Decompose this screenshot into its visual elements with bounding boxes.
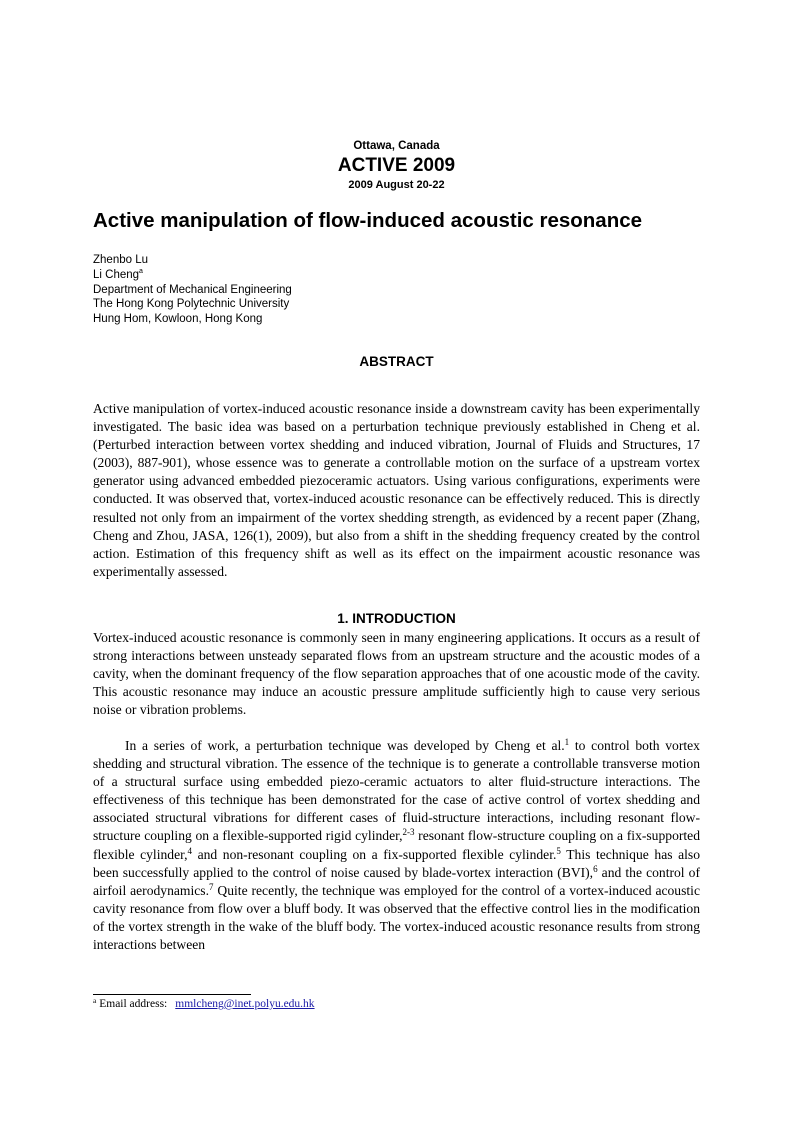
citation-ref: 5 xyxy=(556,845,561,856)
email-link[interactable]: mmlcheng@inet.polyu.edu.hk xyxy=(175,998,315,1010)
introduction-heading: 1. INTRODUCTION xyxy=(337,611,456,626)
footnote xyxy=(93,998,315,1010)
paragraph-text: to control both vortex shedding and structural vibration. The essence of the technique is to generate a controllable transverse motion of a structural surface using embedded piezo-ceramic actuators to alter fluid-structure interactions. The effectiveness of this technique has been demonstrated for the case of active control of vortex shedding and associated structural vibrations for different cases of fluid-structure interactions, including resonant flow-structure coupling on a flexible-supported rigid cylinder, xyxy=(93,738,700,844)
introduction-paragraph: Vortex-induced acoustic resonance is commonly seen in many engineering applications. It occurs as a result of strong interactions between unsteady separated flows from an upstream structure and the acoustic modes of a cavity, when the dominant frequency of the flow separation approaches that of one acoustic mode of the cavity. This acoustic resonance may induce an acoustic pressure amplitude sufficiently high to cause very serious noise or vibration problems. xyxy=(93,630,700,718)
author-name: Zhenbo Lu xyxy=(93,254,148,266)
conference-location: Ottawa, Canada xyxy=(353,140,440,152)
author-name-text: Li Cheng xyxy=(93,268,140,281)
author-block xyxy=(93,253,292,327)
citation-ref: 7 xyxy=(209,881,214,892)
citation-ref: 4 xyxy=(187,845,192,856)
paper-title: Active manipulation of flow-induced acoustic resonance xyxy=(93,209,643,232)
abstract-heading: ABSTRACT xyxy=(359,354,434,369)
footnote-label: Email address: xyxy=(99,998,168,1010)
paragraph-text: In a series of work, a perturbation technique was developed by Cheng et al. xyxy=(125,738,565,753)
citation-ref: 2-3 xyxy=(402,827,415,838)
abstract-text: Active manipulation of vortex-induced acoustic resonance inside a downstream cavity has been experimentally investigated. The basic idea was based on a perturbation technique previously established in Cheng et al. (Perturbed interaction between vortex shedding and induced vibration, Journal of Fluids and Structures, 17 (2003), 887-901), whose essence was to generate a controllable motion on the surface of a upstream vortex generator using advanced embedded piezoceramic actuators. Using various configurations, experiments were conducted. It was observed that, vortex-induced acoustic resonance can be effectively reduced. This is directly resulted not only from an impairment of the vortex shedding strength, as evidenced by a recent paper (Zhang, Cheng and Zhou, JASA, 126(1), 2009), but also from a shift in the shedding frequency created by the control action. Estimation of this frequency shift as well as its effect on the impairment acoustic resonance was experimentally assessed. xyxy=(93,401,700,579)
footnote-marker: a xyxy=(139,267,143,275)
paragraph-text: Quite recently, the technique was employed for the control of a vortex-induced acoustic cavity resonance from flow over a bluff body. It was observed that the effective control lies in the modification of the vortex strength in the wake of the bluff body. The vortex-induced acoustic resonance results from strong interactions between xyxy=(93,882,700,953)
citation-ref: 1 xyxy=(564,737,570,747)
paragraph-text: resonant flow-structure coupling on a fix-supported flexible cylinder, xyxy=(93,828,700,862)
citation-ref: 6 xyxy=(593,863,598,874)
author-name xyxy=(93,268,292,283)
footnote-marker: a xyxy=(93,996,97,1005)
affiliation-line: Hung Hom, Kowloon, Hong Kong xyxy=(93,313,263,326)
affiliation-line: Department of Mechanical Engineering xyxy=(93,283,292,296)
paragraph-text: and non-resonant coupling on a fix-supported flexible cylinder. xyxy=(192,846,557,862)
footnote-divider xyxy=(93,994,251,995)
conference-dates: 2009 August 20-22 xyxy=(348,179,445,191)
conference-name: ACTIVE 2009 xyxy=(337,155,456,176)
affiliation-line: The Hong Kong Polytechnic University xyxy=(93,298,290,311)
introduction-paragraph xyxy=(93,737,700,954)
paragraph-text: This technique has also been successfully applied to the control of noise caused by blade-vortex interaction (BVI), xyxy=(93,846,700,880)
paragraph-text: and the control of airfoil aerodynamics. xyxy=(93,864,700,898)
